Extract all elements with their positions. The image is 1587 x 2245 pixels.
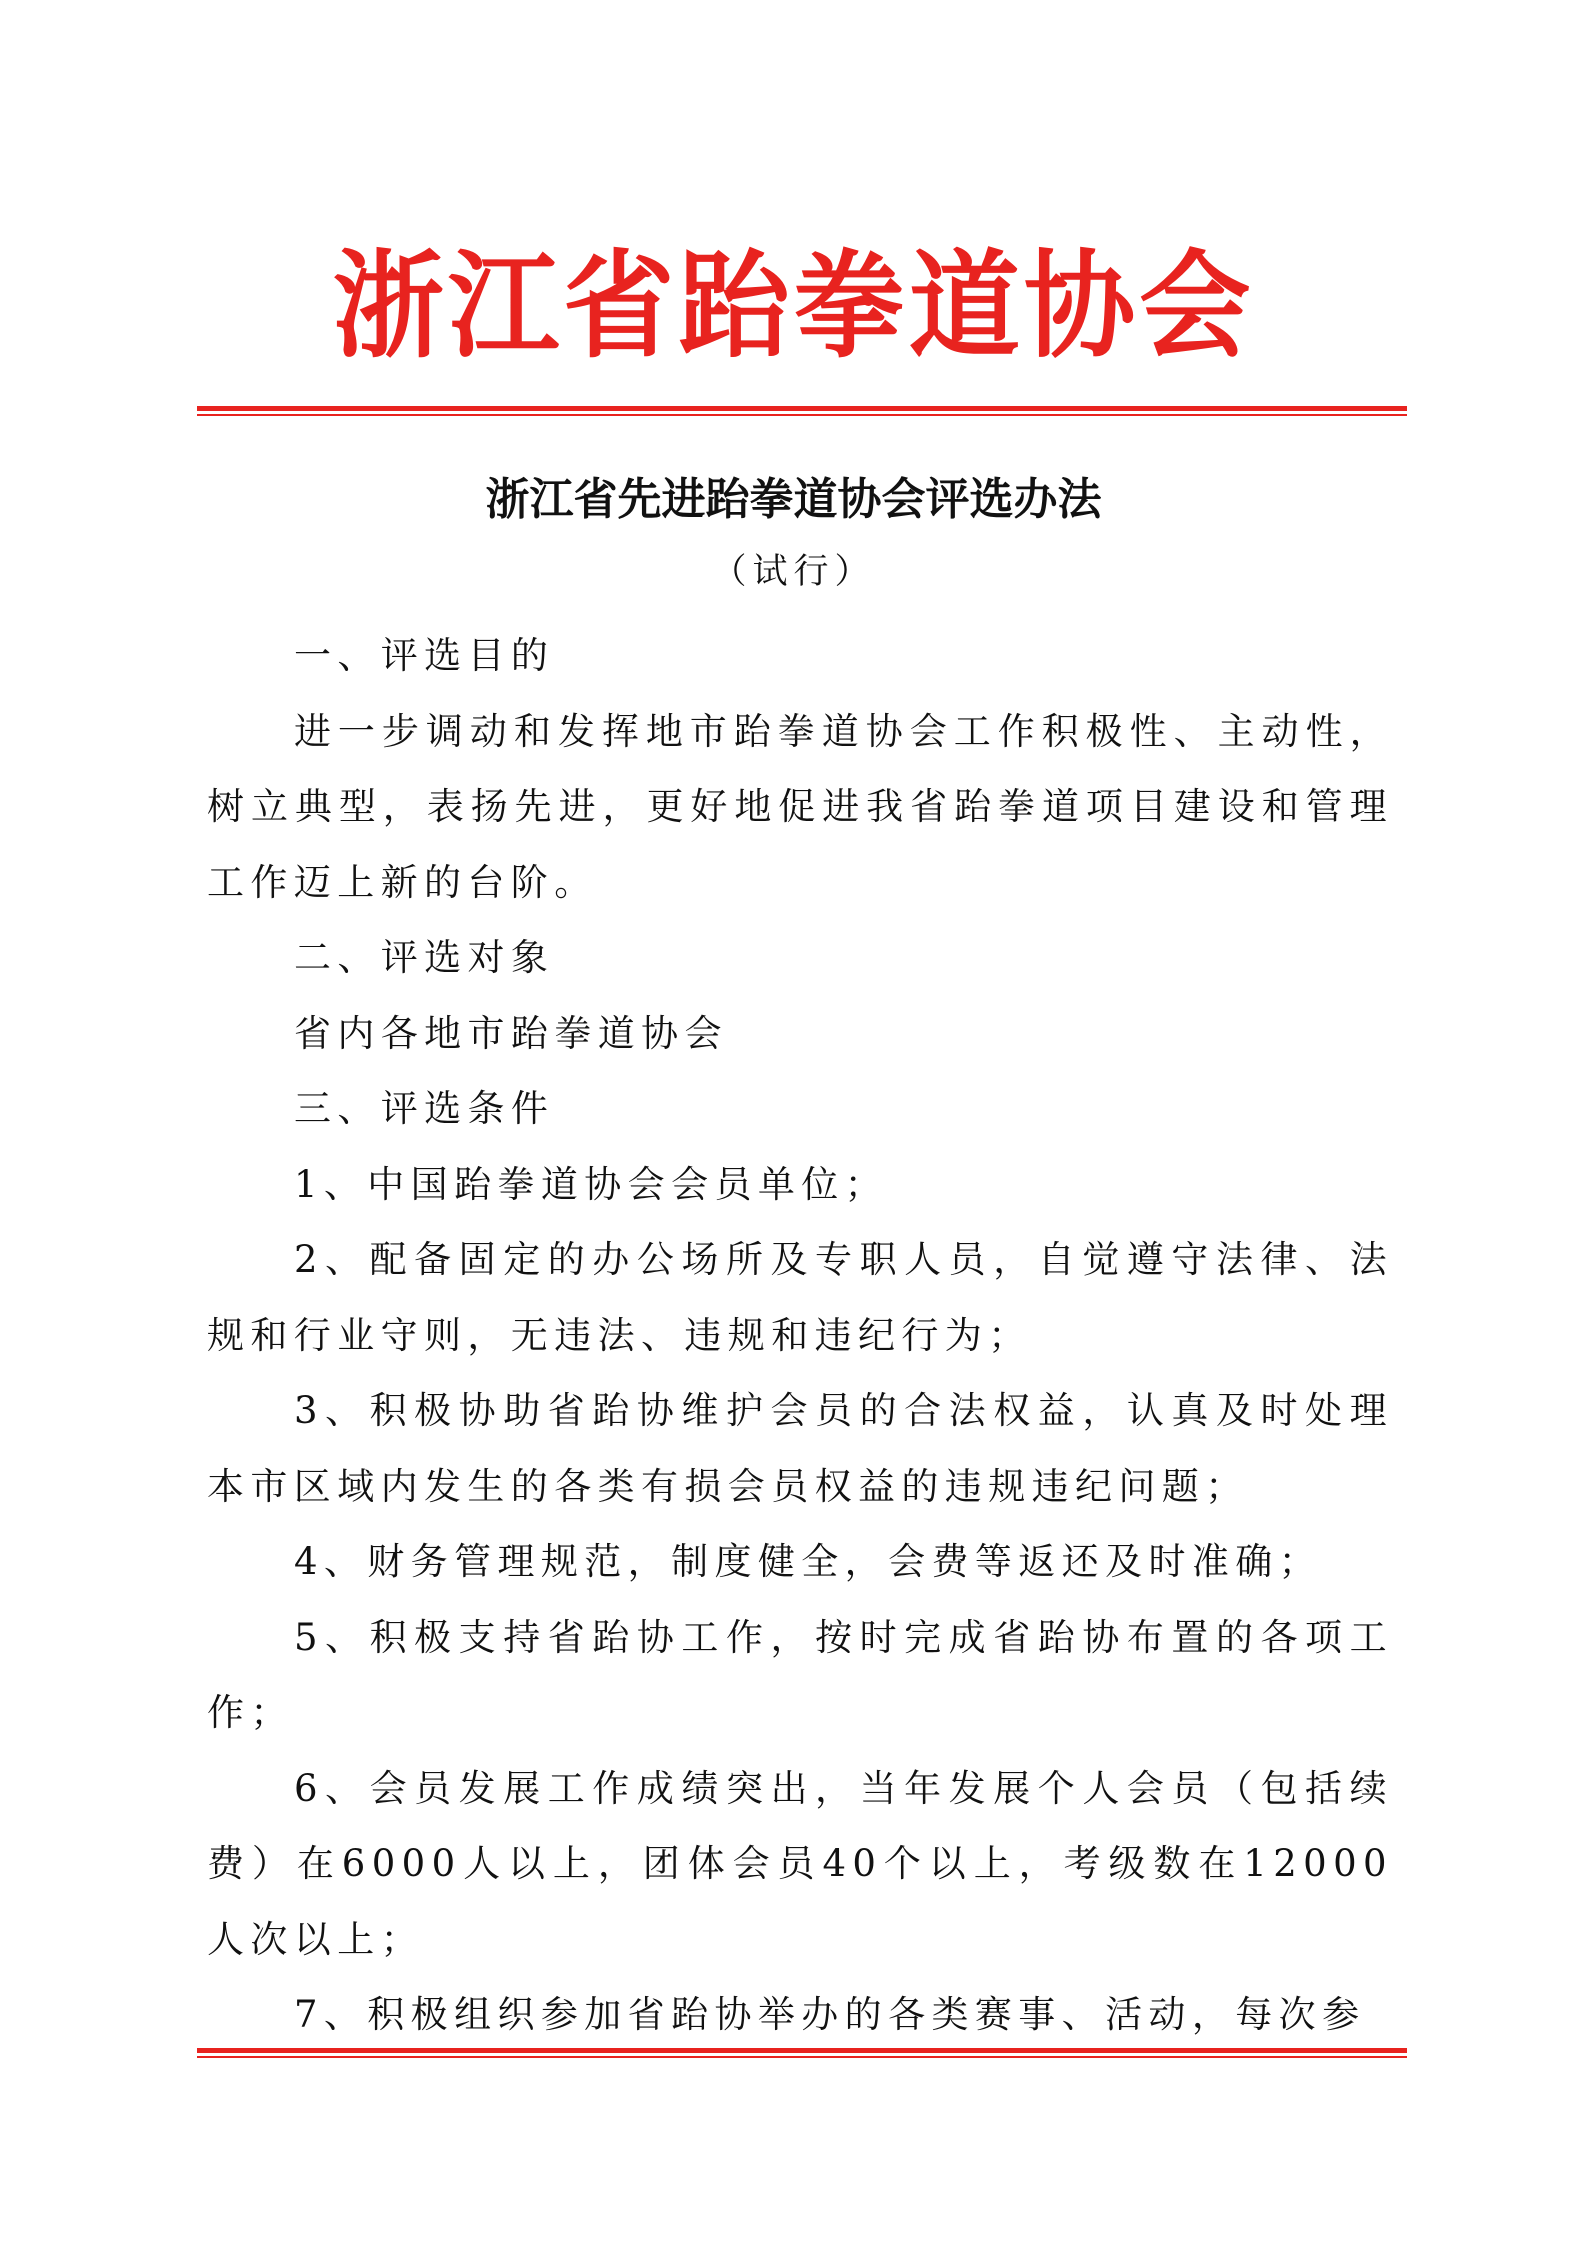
criteria-item-1: 1、中国跆拳道协会会员单位； [293,1162,889,1206]
criteria-item-4: 4、财务管理规范，制度健全，会费等返还及时准确； [293,1540,1323,1583]
criteria-item-3: 3、积极协助省跆协维护会员的合法权益，认真及时处理本市区域内发生的各类有损会员权益的违规违纪问题； [207,1389,1393,1508]
criteria-item-7: 7、积极组织参加省跆协举办的各类赛事、活动，每次参 [293,1993,1366,2036]
criteria-item-6: 6、会员发展工作成绩突出，当年发展个人会员（包括续费）在6000人以上，团体会员40个以上，考级数在12000人次以上； [207,1766,1393,1961]
document-subtitle: （试行） [711,552,876,592]
organization-header-title: 浙江省跆拳道协会 [332,239,1255,374]
criteria-item-2: 2、配备固定的办公场所及专职人员，自觉遵守法律、法规和行业守则，无违法、违规和违纪行为； [207,1238,1393,1357]
footer-divider [197,2048,1407,2058]
criteria-item-5: 5、积极支持省跆协工作，按时完成省跆协布置的各项工作； [207,1615,1393,1734]
section-heading-purpose: 一、评选目的 [293,634,555,677]
section-heading-criteria: 三、评选条件 [293,1087,555,1130]
section-heading-targets: 二、评选对象 [293,936,555,979]
document-body [207,618,1393,2053]
paragraph-purpose: 进一步调动和发挥地市跆拳道协会工作积极性、主动性，树立典型，表扬先进，更好地促进我省跆拳道项目建设和管理工作迈上新的台阶。 [207,709,1393,904]
header-divider [197,406,1407,416]
document-title: 浙江省先进跆拳道协会评选办法 [485,474,1102,525]
paragraph-targets: 省内各地市跆拳道协会 [293,1011,728,1055]
